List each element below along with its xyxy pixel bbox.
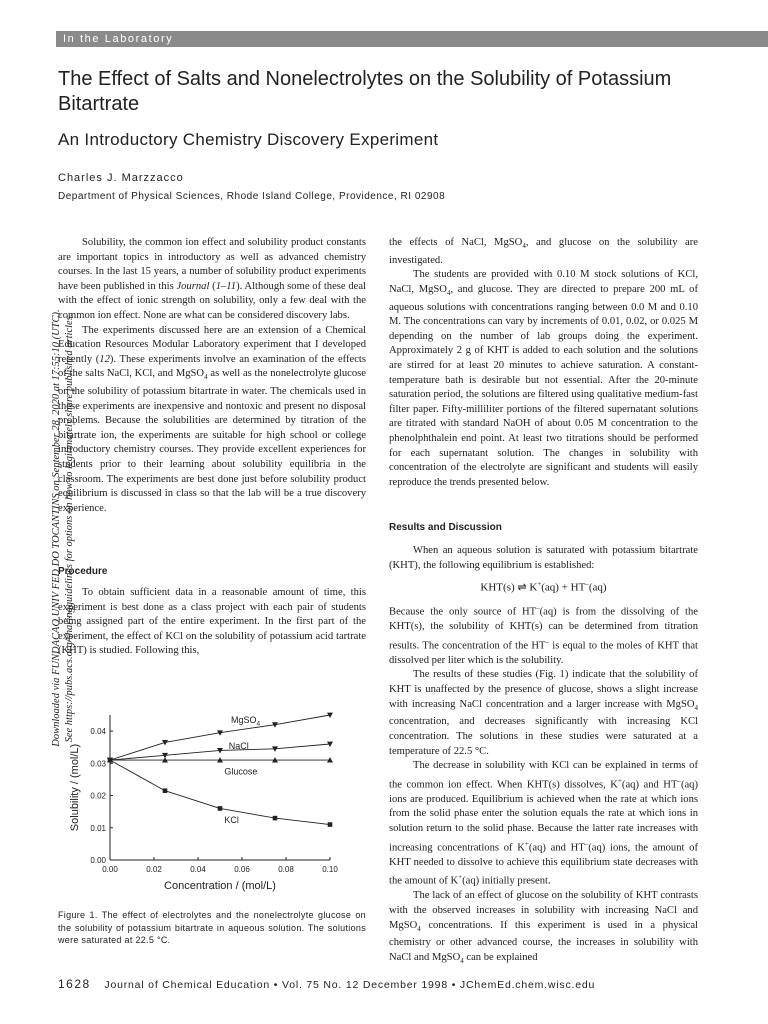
- paragraph: To obtain sufficient data in a reasonable amount of time, this experiment is best done as a class project with each pair of students being assigned part of the entire experiment. In the first part of the experiment, the effect of KCl on the solubility of potassium acid tartrate (KHT) is studied. Following this,: [58, 587, 366, 657]
- y-tick-label: 0.02: [90, 791, 106, 801]
- page-footer: 1628 Journal of Chemical Education • Vol. 75 No. 12 December 1998 • JChemEd.chem.wisc.edu: [58, 977, 596, 991]
- citation: 1–11: [215, 280, 237, 292]
- series-label: MgSO$_4$: [231, 715, 261, 728]
- y-axis-label: Solubility / (mol/L): [69, 743, 81, 832]
- y-tick-label: 0.04: [90, 727, 106, 737]
- equilibrium-arrow-icon: ⇌: [517, 581, 527, 594]
- x-tick-label: 0.10: [322, 865, 338, 874]
- x-tick-label: 0.02: [146, 865, 162, 874]
- series-label-subscript: 4: [256, 720, 261, 728]
- procedure-heading: Procedure: [58, 566, 108, 577]
- paragraph: The results of these studies (Fig. 1) indicate that the solubility of KHT is unaffected by the presence of glucose, shows a slight increase with increasing NaCl concentration and a larger increase with MgSO$_4$ concentration, and decreases significantly with increasing KCl concentration. The solutions in these studies were saturated at a temperature of 22.5 °C.: [389, 669, 698, 757]
- y-tick-label: 0.00: [90, 856, 106, 865]
- journal-url[interactable]: JChemEd.chem.wisc.edu: [459, 979, 596, 991]
- paragraph: The decrease in solubility with KCl can be explained in terms of the common ion effect. When KHT(s) dissolves, K+(aq) and HT–(aq) ions are produced. Equilibrium is achieved when the rate at which ions from the solid phase enter the solution equals the rate at which ions in solution return to the solid phase. Because the latter rate increases with increasing concentrations of K+(aq) and HT–(aq) ions, the amount of KHT needed to dissolve to achieve this equilibrium state decreases with the amount of K+(aq) initially present.: [389, 760, 698, 887]
- article-subtitle: An Introductory Chemistry Discovery Experiment: [58, 130, 439, 149]
- author-name: Charles J. Marzzacco: [58, 172, 184, 184]
- results-heading: Results and Discussion: [389, 522, 502, 533]
- chart-marks: [107, 713, 333, 827]
- article-title: The Effect of Salts and Nonelectrolytes on the Solubility of Potassium Bitartrate: [58, 68, 672, 115]
- results-intro: [389, 544, 698, 573]
- paragraph: The lack of an effect of glucose on the solubility of KHT contrasts with the observed increases in solubility with increasing NaCl and MgSO$_4$ concentrations. If this experiment is used in a physical chemistry or other advanced course, the increases in solubility with NaCl and MgSO$_4$ can be explained: [389, 890, 698, 966]
- sharing-guidelines-line: See https://pubs.acs.org/sharingguidelines for options on how to legitimately share published articles.: [64, 313, 75, 743]
- data-point: [218, 806, 223, 811]
- paragraph: When an aqueous solution is saturated with potassium bitartrate (KHT), the following equilibrium is established:: [389, 545, 698, 571]
- x-tick-label: 0.00: [102, 865, 118, 874]
- section-label: In the Laboratory: [63, 33, 174, 45]
- citation: 12: [99, 353, 110, 365]
- solubility-chart: [58, 700, 368, 900]
- paragraph: The students are provided with 0.10 M stock solutions of KCl, NaCl, MgSO$_4$, and glucose. They are directed to prepare 200 mL of aqueous solutions with concentrations ranging between 0.0 M and 0.10 M. The concentrations can vary by increments of 0.01, 0.02, or 0.025 M depending on the number of lab groups doing the experiment. Approximately 2 g of KHT is added to each solution and the solutions are stirred for at least 20 minutes to achieve saturation. A constant-temperature bath is desirable but not essential. After the 20-minute saturation period, the solutions are filtered using qualitative medium-fast filter paper. Fifty-milliliter portions of the filtered supernatant solutions are titrated with standard NaOH of about 0.05 M concentration to the phenolphthalein end point. At least two titrations should be performed for each supernatant solution. The changes in solubility with concentration of the electrolyte are significant and students will easily reproduce the trends presented below.: [389, 269, 698, 488]
- figure-caption: Figure 1. The effect of electrolytes and the nonelectrolyte glucose on the solubility of potassium bitartrate in aqueous solution. The solutions were saturated at 22.5 °C.: [58, 910, 366, 945]
- chart-axes: [110, 715, 330, 860]
- paragraph: The experiments discussed here are an extension of a Chemical Education Resources Modular Laboratory experiment that I developed recently (12). These experiments involve an examination of the effects of the salts NaCl, KCl, and MgSO$_4$ as well as the nonelectrolyte glucose on the solubility of potassium bitartrate in water. The chemicals used in these experiments are inexpensive and nontoxic and present no disposal problems. Because the solubilities are determined by titration of the bitartrate ion, the experiments are suitable for high school or college introductory chemistry courses. They provide excellent experiences for students prior to their learning about solubility equilibria in the classroom. The experiments are best done just before solubility product equilibrium is discussed in class so that the lab will be a true discovery experience.: [58, 324, 367, 514]
- journal-title: Journal of Chemical Education: [104, 979, 271, 991]
- paragraph: Solubility, the common ion effect and solubility product constants are important topics in introductory as well as advanced chemistry courses. In the last 15 years, a number of solubility product experiments have been published in this Journal (1–11). Although some of these deal with the effect of ionic strength on solubility, only a few deal with the common ion effect. None are what can be considered discovery labs.: [58, 237, 367, 321]
- download-notice-line: Downloaded via FUNDACAO UNIV FED DO TOCANTINS on September 28, 2020 at 17:55:10 (UTC).: [51, 309, 62, 747]
- right-column-procedure: [389, 236, 698, 490]
- data-point: [163, 788, 168, 793]
- paragraph: Because the only source of HT–(aq) is from the dissolving of the KHT(s), the solubility of KHT(s) can be determined from titration results. The concentration of the HT– is equal to the moles of KHT that dissolved per liter which is the solubility.: [389, 604, 698, 666]
- journal-name: Journal: [176, 280, 210, 292]
- section-header-bar: [56, 31, 768, 47]
- x-axis-label: Concentration / (mol/L): [164, 880, 276, 892]
- data-point: [108, 758, 113, 763]
- page-number: 1628: [58, 977, 91, 991]
- y-tick-label: 0.01: [90, 823, 106, 833]
- paragraph: the effects of NaCl, MgSO$_4$, and glucose on the solubility are investigated.: [389, 237, 698, 266]
- equilibrium-equation: KHT(s) ⇌ K+(aq) + HT–(aq): [480, 580, 607, 594]
- left-column-procedure: [58, 586, 366, 659]
- x-tick-label: 0.04: [190, 865, 206, 874]
- data-point: [328, 822, 333, 827]
- author-affiliation: Department of Physical Sciences, Rhode Island College, Providence, RI 02908: [58, 191, 446, 202]
- series-label: NaCl: [228, 740, 249, 751]
- y-tick-label: 0.03: [90, 759, 106, 769]
- left-column-intro: [58, 236, 366, 516]
- data-point: [273, 816, 278, 821]
- figure-1-chart: [58, 700, 368, 900]
- series-label: Glucose: [224, 766, 258, 777]
- right-column-results: [389, 601, 698, 969]
- series-label: KCl: [224, 814, 239, 825]
- series-line-kcl: [110, 760, 330, 824]
- x-tick-label: 0.08: [278, 865, 294, 874]
- x-tick-label: 0.06: [234, 865, 250, 874]
- volume-info: Vol. 75 No. 12 December 1998: [281, 979, 448, 991]
